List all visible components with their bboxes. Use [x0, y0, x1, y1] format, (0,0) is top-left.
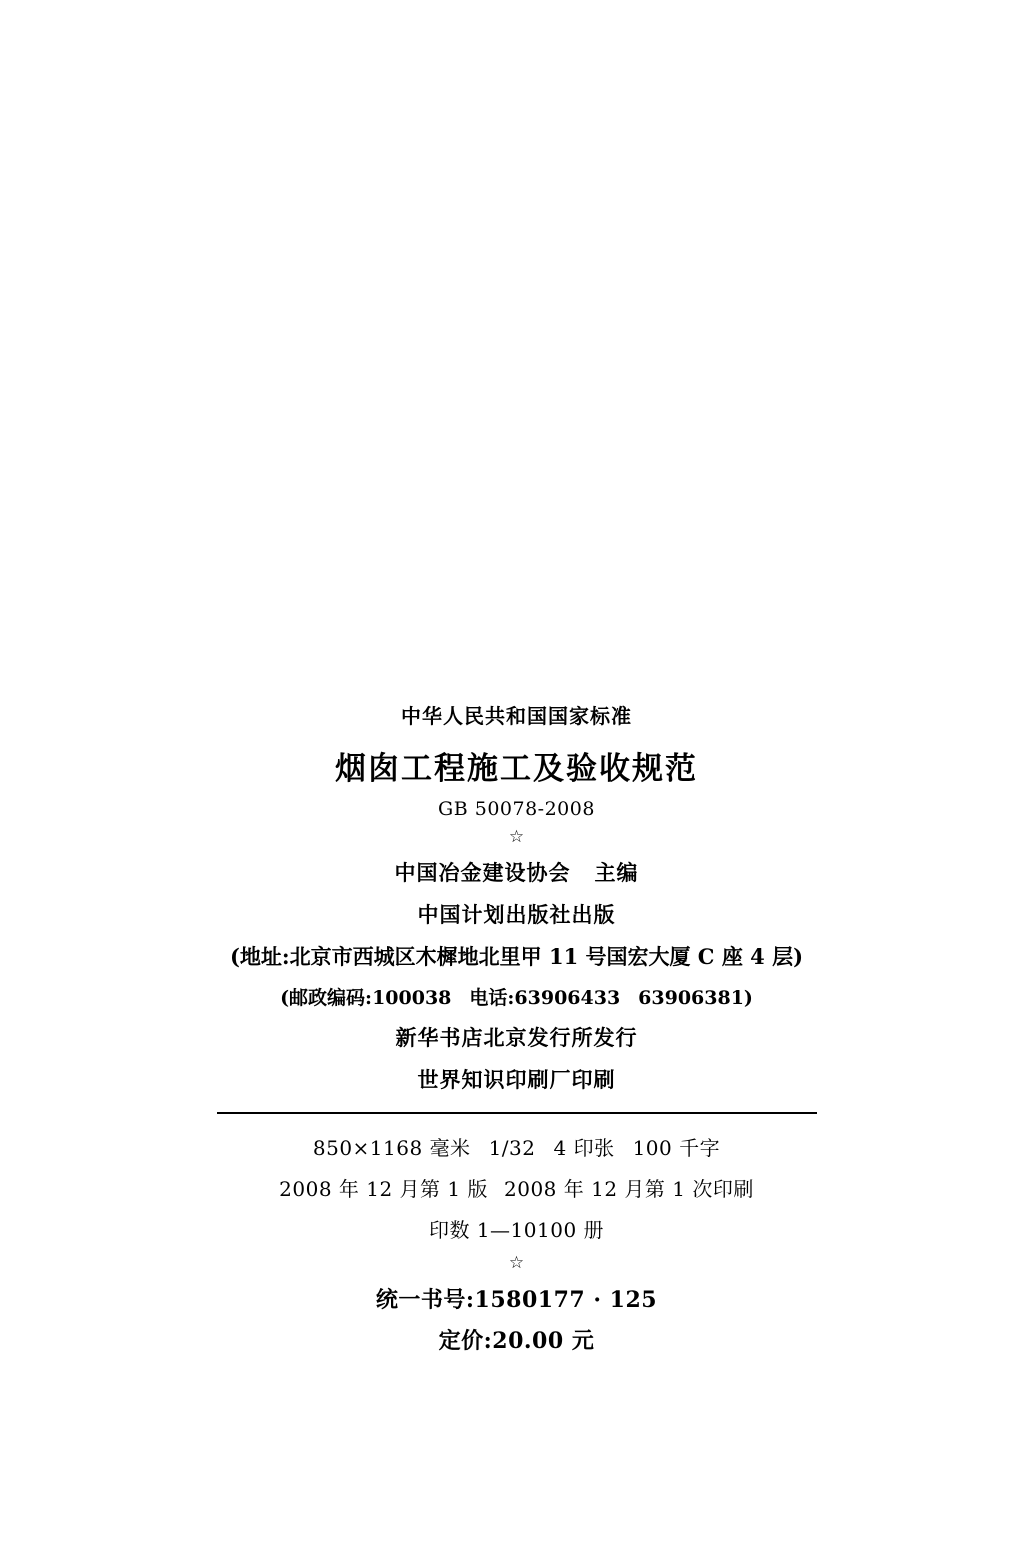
- editor-organization: 中国冶金建设协会: [394, 859, 571, 885]
- star-ornament-icon-2: ☆: [508, 1252, 525, 1273]
- postal-code: (邮政编码:100038: [280, 986, 452, 1009]
- price-label: 定价:20.00 元: [438, 1327, 595, 1354]
- contact-line: [0, 983, 1033, 1010]
- first-edition-date: 2008 年 12 月第 1 版: [279, 1176, 488, 1201]
- publisher-label: 中国计划出版社出版: [417, 901, 616, 927]
- edition-line: [0, 1173, 1033, 1202]
- paper-format: 850×1168 毫米: [312, 1135, 471, 1160]
- word-count: 100 千字: [632, 1135, 721, 1160]
- editor-role: 主编: [594, 859, 639, 885]
- print-sheets: 4 印张: [553, 1135, 615, 1160]
- editor-line: [0, 857, 1033, 887]
- star-ornament-icon: ☆: [508, 827, 525, 847]
- document-title: 烟囱工程施工及验收规范: [335, 751, 698, 787]
- phone-number: 电话:63906433: [469, 986, 621, 1009]
- printer-label: 世界知识印刷厂印刷: [417, 1066, 616, 1092]
- distributor-label: 新华书店北京发行所发行: [395, 1024, 638, 1050]
- publisher-address: (地址:北京市西城区木樨地北里甲 11 号国宏大厦 C 座 4 层): [229, 943, 804, 969]
- print-run-count: 印数 1—10100 册: [428, 1217, 605, 1242]
- colophon-block: [0, 700, 1033, 1355]
- standard-series-label: 中华人民共和国国家标准: [401, 704, 632, 728]
- physical-specs-line: [0, 1132, 1033, 1161]
- horizontal-divider: [217, 1112, 817, 1114]
- unified-book-number: 统一书号:1580177 · 125: [375, 1286, 658, 1313]
- fold-ratio: 1/32: [488, 1135, 536, 1160]
- phone-number-alt: 63906381): [638, 986, 753, 1009]
- first-printing-date: 2008 年 12 月第 1 次印刷: [504, 1176, 754, 1201]
- standard-code: GB 50078-2008: [438, 798, 595, 820]
